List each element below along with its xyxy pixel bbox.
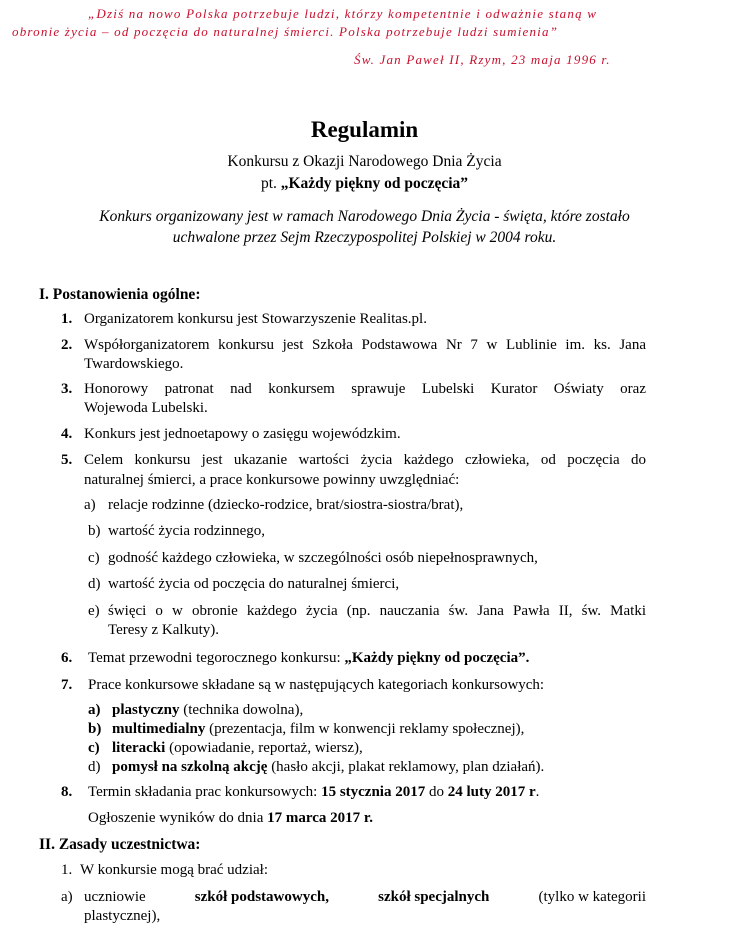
item-6-text: Temat przewodni tegorocznego konkursu: „Każdy piękny od poczęcia”. [88,650,530,666]
cat-d-text: pomysł na szkolną akcję (hasło akcji, plakat reklamowy, plan działań). [112,759,545,775]
subtitle-line-1: Konkursu z Okazji Narodowego Dnia Życia [227,153,502,170]
s2-sub-a-label: a) [61,889,73,905]
item-5-text-line-2: naturalnej śmierci, a prace konkursowe powinny uwzględniać: [84,472,460,488]
item-1-text: Organizatorem konkursu jest Stowarzyszenie Realitas.pl. [84,311,427,327]
quote-line-1: „Dziś na nowo Polska potrzebuje ludzi, którzy kompetentnie i odważnie staną w [88,6,598,21]
item-3-text-line-2: Wojewoda Lubelski. [84,400,208,416]
item-4-number: 4. [61,426,73,442]
item-4-text: Konkurs jest jednoetapowy o zasięgu wojewódzkim. [84,426,401,442]
sub-a-text: relacje rodzinne (dziecko-rodzice, brat/siostra-siostra/brat), [108,497,464,513]
subtitle-line-2: pt. „Każdy piękny od poczęcia” [260,175,469,192]
sub-b-text: wartość życia rodzinnego, [108,523,266,539]
intro-line-2: uchwalone przez Sejm Rzeczypospolitej Polskiej w 2004 roku. [172,229,557,246]
sub-a-label: a) [84,497,96,513]
cat-b-text: multimedialny (prezentacja, film w konwencji reklamy społecznej), [112,721,525,737]
s2-item-1-text: W konkursie mogą brać udział: [80,862,268,878]
section-2-heading: II. Zasady uczestnictwa: [39,836,201,853]
sub-d-text: wartość życia od poczęcia do naturalnej śmierci, [108,576,400,592]
item-7-text: Prace konkursowe składane są w następujących kategoriach konkursowych: [88,677,545,693]
cat-a-text: plastyczny (technika dowolna), [112,702,304,718]
sub-e-text-line-1: święci o w obronie każdego życia (np. nauczania św. Jana Pawła II, św. Matki [108,603,646,619]
quote-line-2: obronie życia – od poczęcia do naturalnej śmierci. Polska potrzebuje ludzi sumienia” [12,24,559,39]
item-1-number: 1. [61,311,73,327]
cat-a-label: a) [88,702,101,718]
item-7-number: 7. [61,677,73,693]
quote-attribution: Św. Jan Paweł II, Rzym, 23 maja 1996 r. [354,52,611,67]
intro-line-1: Konkurs organizowany jest w ramach Narodowego Dnia Życia - święta, które zostało [99,208,630,225]
item-3-text-line-1: Honorowy patronat nad konkursem sprawuje Lubelski Kurator Oświaty oraz [84,381,646,397]
cat-c-label: c) [88,740,100,756]
item-2-number: 2. [61,337,73,353]
sub-e-label: e) [88,603,100,619]
s2-item-1-number: 1. [61,862,73,878]
sub-e-text-line-2: Teresy z Kalkuty). [108,622,219,638]
cat-c-text: literacki (opowiadanie, reportaż, wiersz), [112,740,363,756]
results-text: Ogłoszenie wyników do dnia 17 marca 2017 r. [88,810,373,826]
item-8-number: 8. [61,784,73,800]
cat-d-label: d) [88,759,101,775]
item-2-text-line-2: Twardowskiego. [84,356,184,372]
item-3-number: 3. [61,381,73,397]
item-5-text-line-1: Celem konkursu jest ukazanie wartości życia każdego człowieka, od poczęcia do [84,452,646,468]
item-6-number: 6. [61,650,73,666]
cat-b-label: b) [88,721,102,737]
item-5-number: 5. [61,452,73,468]
page-title: Regulamin [310,117,419,142]
item-2-text-line-1: Współorganizatorem konkursu jest Szkoła Podstawowa Nr 7 w Lublinie im. ks. Jana [84,337,646,353]
sub-b-label: b) [88,523,101,539]
sub-d-label: d) [88,576,101,592]
sub-c-label: c) [88,550,100,566]
section-1-heading: I. Postanowienia ogólne: [39,286,201,303]
s2-sub-a-text-line-1: uczniowie szkół podstawowych, szkół specjalnych (tylko w kategorii [84,889,646,905]
sub-c-text: godność każdego człowieka, w szczególności osób niepełnosprawnych, [108,550,538,566]
item-8-text: Termin składania prac konkursowych: 15 stycznia 2017 do 24 luty 2017 r. [88,784,540,800]
s2-sub-a-text-line-2: plastycznej), [84,908,161,924]
